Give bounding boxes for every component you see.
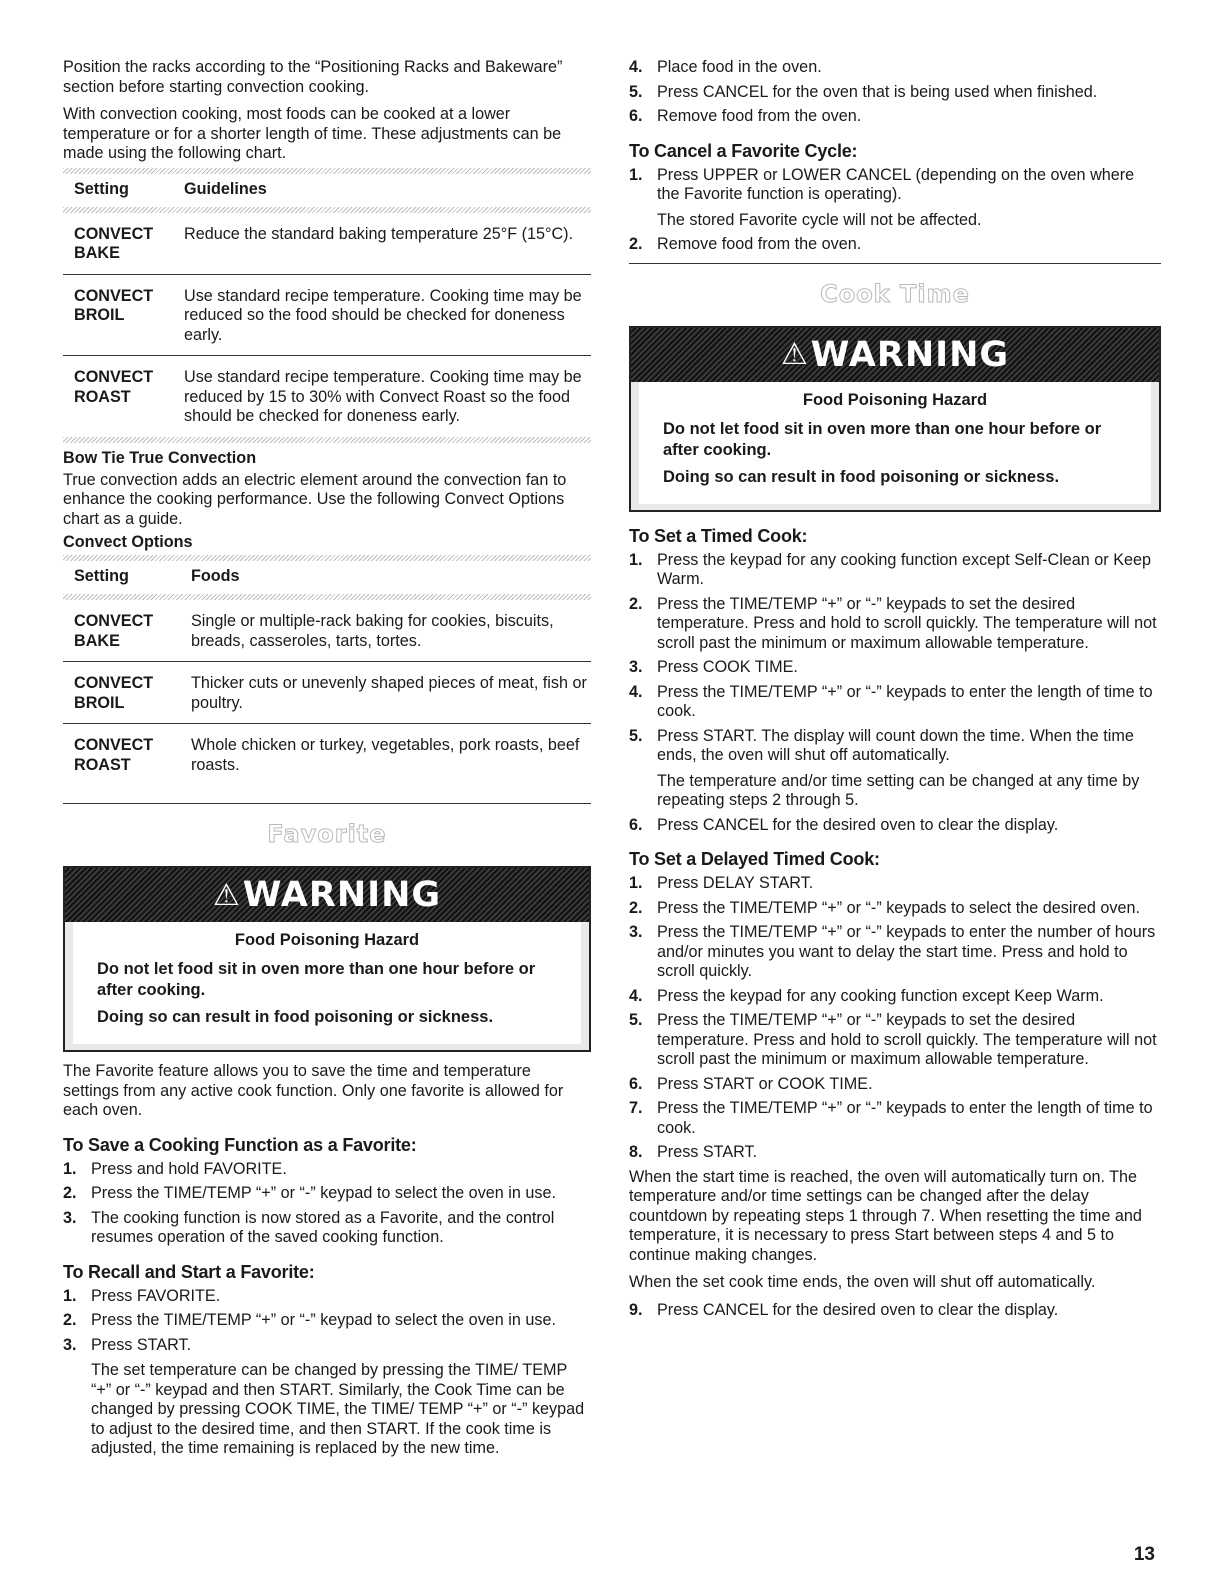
delayed-cook-heading: To Set a Delayed Timed Cook: — [629, 849, 880, 869]
table-row: CONVECT BROIL Thicker cuts or unevenly shaped pieces of meat, fish or poultry. — [63, 662, 591, 724]
table-row: CONVECT ROAST Whole chicken or turkey, vegetables, pork roasts, beef roasts. — [63, 724, 591, 804]
warning-text: Doing so can result in food poisoning or sickness. — [97, 1008, 494, 1026]
save-favorite-heading: To Save a Cooking Function as a Favorite: — [63, 1134, 417, 1155]
delayed-note: When the start time is reached, the oven will automatically turn on. The temperature and/or time settings can be changed after the delay countdown by repeating steps 1 through 7. When resetting the time and temperature, it is necessary to press Start between steps 4 and 5 to continue making changes. — [629, 1167, 1142, 1264]
delayed-cook-steps — [629, 874, 1161, 1163]
page-number: 13 — [1133, 1544, 1155, 1565]
list-item: 8. Press START. — [629, 1143, 758, 1161]
warning-box — [629, 326, 1161, 512]
cancel-favorite-steps — [629, 166, 1161, 255]
list-item: 1. Press and hold FAVORITE. — [63, 1159, 287, 1178]
favorite-continued-steps — [629, 58, 1161, 127]
warning-box — [63, 866, 591, 1052]
timed-cook-steps — [629, 551, 1161, 836]
list-item: 4. Press the TIME/TEMP “+” or “-” keypads to enter the length of time to cook. — [629, 682, 1153, 720]
list-item: 1. Press DELAY START. — [629, 874, 814, 892]
list-item: 6. Remove food from the oven. — [629, 107, 862, 125]
warning-text: Doing so can result in food poisoning or sickness. — [663, 467, 1060, 486]
list-item: 2. Press the TIME/TEMP “+” or “-” keypad to select the oven in use. — [63, 1311, 556, 1329]
intro-paragraph: Position the racks according to the “Positioning Racks and Bakeware” section before starting convection cooking. — [63, 58, 563, 96]
section-divider — [629, 263, 1161, 264]
list-item: 3. Press COOK TIME. — [629, 658, 798, 676]
convect-options-table — [63, 600, 591, 804]
list-item: 6. Press CANCEL for the desired oven to clear the display. — [629, 815, 1059, 834]
warning-triangle-icon: ⚠ — [780, 337, 809, 372]
list-item: 3. Press START. The set temperature can be changed by pressing the TIME/ TEMP “+” or “-” keypad and then START. Similarly, the Cook Time can be changed by pressing COOK TIME, the TIME/ TEMP “+” or “-” keypad to adjust to the desired time, and then START. If the cook time is adjusted, the time remaining is replaced by the new time. — [63, 1335, 585, 1457]
delayed-note: When the set cook time ends, the oven will shut off automatically. — [629, 1273, 1096, 1291]
list-item: 1. Press UPPER or LOWER CANCEL (depending on the oven where the Favorite function is operating). The stored Favorite cycle will not be affected. — [629, 165, 1135, 229]
warning-body — [631, 382, 1159, 510]
table-row: CONVECT ROAST Use standard recipe temperature. Cooking time may be reduced by 15 to 30% with Convect Roast so the food should be checked for doneness early. — [74, 368, 582, 425]
intro-paragraph: With convection cooking, most foods can be cooked at a lower temperature or for a shorter length of time. These adjustments can be made using the following chart. — [63, 105, 562, 162]
list-item: 4. Press the keypad for any cooking function except Keep Warm. — [629, 986, 1104, 1005]
cook-time-section-title: Cook Time — [820, 279, 970, 308]
bowtie-paragraph: True convection adds an electric element around the convection fan to enhance the cooking performance. Use the following Convect Options chart as a guide. — [63, 470, 567, 528]
list-item: 2. Press the TIME/TEMP “+” or “-” keypads to select the desired oven. — [629, 898, 1140, 917]
cancel-favorite-heading: To Cancel a Favorite Cycle: — [629, 140, 858, 161]
hazard-title: Food Poisoning Hazard — [234, 931, 420, 949]
left-column — [63, 58, 591, 1464]
list-item: 3. The cooking function is now stored as a Favorite, and the control resumes operation of the saved cooking function. — [63, 1208, 555, 1246]
timed-cook-heading: To Set a Timed Cook: — [629, 525, 808, 546]
list-item: 2. Press the TIME/TEMP “+” or “-” keypads to set the desired temperature. Press and hold to scroll quickly. The temperature will not scroll past the minimum or maximum allowable temperature. — [629, 594, 1157, 652]
bowtie-heading: Bow Tie True Convection — [63, 448, 257, 467]
warning-header: ⚠ WARNING — [65, 868, 589, 922]
warning-body — [65, 922, 589, 1050]
convect-options-heading: Convect Options — [63, 533, 193, 551]
hazard-title: Food Poisoning Hazard — [802, 390, 988, 409]
table-bottom-divider — [63, 437, 591, 443]
list-item: 7. Press the TIME/TEMP “+” or “-” keypads to enter the length of time to cook. — [629, 1099, 1153, 1137]
options-table-header: Setting Foods — [74, 567, 240, 585]
warning-text: Do not let food sit in oven more than one hour before or after cooking. — [663, 419, 1102, 459]
convection-guidelines-table — [63, 213, 591, 437]
list-item: 3. Press the TIME/TEMP “+” or “-” keypads to enter the number of hours and/or minutes you want to delay the start time. Press and hold to scroll quickly. — [629, 923, 1156, 980]
right-column — [629, 58, 1161, 1325]
save-favorite-steps — [63, 1160, 591, 1248]
list-item: 5. Press the TIME/TEMP “+” or “-” keypads to set the desired temperature. Press and hold to scroll quickly. The temperature will not scroll past the minimum or maximum allowable temperature. — [629, 1011, 1157, 1068]
list-item: 2. Press the TIME/TEMP “+” or “-” keypad to select the oven in use. — [63, 1184, 556, 1202]
warning-header: ⚠ WARNING — [631, 328, 1159, 382]
recall-favorite-steps — [63, 1287, 591, 1459]
warning-triangle-icon: ⚠ — [212, 877, 241, 913]
list-item: 9. Press CANCEL for the desired oven to clear the display. — [629, 1300, 1059, 1319]
list-item: 1. Press FAVORITE. — [63, 1286, 221, 1305]
warning-text: Do not let food sit in oven more than one hour before or after cooking. — [97, 960, 536, 999]
delayed-final-step — [629, 1301, 1161, 1321]
table-row: CONVECT BAKE Single or multiple-rack baking for cookies, biscuits, breads, casseroles, tarts, tortes. — [63, 600, 591, 662]
table-row: CONVECT BROIL Use standard recipe temperature. Cooking time may be reduced so the food should be checked for doneness early. — [63, 274, 591, 356]
guidelines-table-header: Setting Guidelines — [74, 179, 267, 198]
list-item: 5. Press START. The display will count down the time. When the time ends, the oven will shut off automatically. The temperature and/or time setting can be changed at any time by repeating steps 2 through 5. — [629, 726, 1140, 809]
list-item: 5. Press CANCEL for the oven that is being used when finished. — [629, 82, 1098, 101]
list-item: 1. Press the keypad for any cooking function except Self-Clean or Keep Warm. — [629, 550, 1152, 588]
recall-favorite-heading: To Recall and Start a Favorite: — [63, 1261, 315, 1282]
list-item: 2. Remove food from the oven. — [629, 235, 862, 253]
table-row: CONVECT BAKE Reduce the standard baking temperature 25°F (15°C). — [63, 213, 591, 275]
favorite-paragraph: The Favorite feature allows you to save the time and temperature settings from any active cook function. Only one favorite is allowed for each oven. — [63, 1062, 564, 1119]
list-item: 6. Press START or COOK TIME. — [629, 1074, 873, 1093]
list-item: 4. Place food in the oven. — [629, 58, 822, 76]
favorite-section-title: Favorite — [267, 820, 387, 848]
